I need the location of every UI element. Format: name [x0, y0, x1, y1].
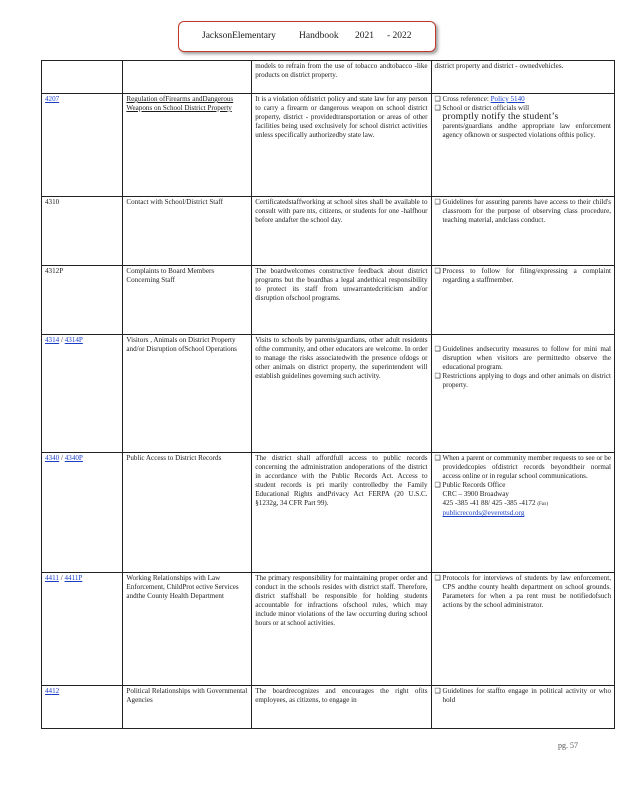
checkbox-bullet-icon: ❑ — [434, 454, 441, 462]
policy-description: The boardwelcomes constructive feedback about district programs but the boardhas a legal andethical responsibility to protect its staff from unwarrantedcriticism and/or disruption ofschool programs. — [252, 266, 431, 335]
policy-number-cell — [42, 61, 123, 94]
office-phone: 425 -385 -41 88/ 425 -385 -4172 — [442, 498, 536, 507]
policy-title: Public Access to District Records — [123, 453, 252, 573]
office-name: Public Records Office — [442, 480, 506, 489]
policy-description: It is a violation ofdistrict policy and state law for any person to carry a firearm or dangerous weapon on school district property, district - providedtransportation or areas of other facilities being used exclusively for school district activities unless specifically authorizedby state law. — [252, 94, 431, 197]
procedure-cell — [431, 266, 614, 335]
policy-link-4411p[interactable]: 4411P — [64, 574, 83, 582]
policy-title: Complaints to Board Members Concerning Staff — [123, 266, 252, 335]
office-address: CRC – 3900 Broadway — [442, 489, 509, 498]
table-row — [42, 573, 615, 686]
table-row — [42, 61, 615, 94]
table-row — [42, 94, 615, 197]
handbook-header — [178, 21, 436, 52]
policy-link-4314[interactable]: 4314 — [45, 336, 60, 344]
policy-number-cell — [42, 686, 123, 729]
header-year-start: 2021 — [355, 31, 374, 41]
table-row — [42, 335, 615, 453]
policy-link-4207[interactable]: 4207 — [45, 95, 60, 103]
policy-title: Visitors , Animals on District Property and/or Disruption ofSchool Operations — [123, 335, 252, 453]
policy-number-cell: 4340 / 4340P — [42, 453, 123, 573]
policy-link-5140[interactable]: Policy 5140 — [490, 95, 525, 103]
policy-title: Contact with School/District Staff — [123, 197, 252, 266]
policy-link-4412[interactable]: 4412 — [45, 687, 60, 695]
procedure-bullet: ❑ Public Records Office CRC – 3900 Broadway 425 -385 -41 88/ 425 -385 -4172 (Fax) publicrecords@everettsd.org — [434, 480, 549, 518]
checkbox-bullet-icon: ❑ — [434, 371, 441, 380]
procedure-bullet: ❑ Cross reference: Policy 5140 — [434, 95, 525, 103]
checkbox-bullet-icon: ❑ — [434, 345, 441, 353]
policy-link-4340p[interactable]: 4340P — [64, 454, 83, 462]
procedure-cell — [431, 686, 614, 729]
procedure-cell — [431, 335, 614, 453]
policy-link-4314p[interactable]: 4314P — [64, 336, 83, 344]
checkbox-bullet-icon: ❑ — [434, 574, 441, 582]
policy-number-cell — [42, 94, 123, 197]
procedure-cell — [431, 61, 614, 94]
procedure-cell — [431, 94, 614, 197]
table-row — [42, 453, 615, 573]
procedure-bullet: ❑ Guidelines for assuring parents have access to their child's classroom for the purpose of observing class procedure, teaching material, andclass conduct. — [434, 198, 611, 224]
checkbox-bullet-icon: ❑ — [434, 480, 441, 489]
header-year-end: - 2022 — [387, 31, 412, 41]
table-row — [42, 197, 615, 266]
procedure-text: district property and district - ownedvehicles. — [434, 62, 564, 70]
policy-link-4340[interactable]: 4340 — [45, 454, 60, 462]
procedure-bullet: ❑ Guidelines andsecurity measures to follow for mini mal disruption when visitors are permittedto observe the educational program. — [434, 345, 611, 371]
policy-table — [41, 60, 615, 729]
policy-number-cell — [42, 266, 123, 335]
procedure-bullet: ❑ School or district officials will promptly notify the student’s parents/guardians andthe appropriate law enforcement agency ofknown or suspected violations ofthis policy. — [434, 103, 611, 139]
policy-description: The district shall affordfull access to public records concerning the administration andoperations of the district in accordance with the Public Records Act. Access to student records is pri marily controlledby the Family Educational Rights andPrivacy Act FERPA (20 U.S.C. §1232g, 34 CFR Part 99). — [252, 453, 431, 573]
checkbox-bullet-icon: ❑ — [434, 267, 441, 275]
header-school: JacksonElementary — [202, 31, 276, 41]
policy-number-cell: 4314 / 4314P — [42, 335, 123, 453]
policy-description: Certificatedstaffworking at school sites shall be available to consult with pare nts, citizens, or students for one -halfhour before andafter the school day. — [252, 197, 431, 266]
policy-description: models to refrain from the use of tobacco andtobacco -like products on district property. — [252, 61, 431, 94]
policy-title: Regulation ofFirearms andDangerous Weapons on School District Property — [123, 94, 252, 197]
header-doc: Handbook — [299, 31, 339, 41]
procedure-cell — [431, 197, 614, 266]
policy-link-4411[interactable]: 4411 — [45, 574, 59, 582]
table-row — [42, 686, 615, 729]
procedure-bullet: ❑ Process to follow for filing/expressing a complaint regarding a staffmember. — [434, 267, 611, 284]
checkbox-bullet-icon: ❑ — [434, 95, 441, 103]
policy-title-cell — [123, 61, 252, 94]
procedure-cell — [431, 453, 614, 573]
procedure-bullet: ❑ When a parent or community member requests to see or be providedcopies ofdistrict records beyondtheir normal access online or in regular school communications. — [434, 454, 611, 480]
policy-description: The primary responsibility for maintaining proper order and conduct in the schools resides with district staff. Therefore, district staffshall be responsible for holding students accountable for infractions ofschool rules, which may include minor violations of the law occurring during school hours or at school activities. — [252, 573, 431, 686]
procedure-bullet: ❑ Guidelines for staffto engage in political activity or who hold — [434, 687, 611, 704]
procedure-bullet: ❑ Restrictions applying to dogs and other animals on district property. — [434, 371, 611, 389]
checkbox-bullet-icon: ❑ — [434, 198, 441, 206]
checkbox-bullet-icon: ❑ — [434, 687, 441, 695]
policy-description: The boardrecognizes and encourages the right ofits employees, as citizens, to engage in — [252, 686, 431, 729]
policy-description: Visits to schools by parents/guardians, other adult residents ofthe community, and other educators are welcome. In order to manage the risks associatedwith the presence ofdogs or other animals on district property, the superintendent will establish guidelines governing such activity. — [252, 335, 431, 453]
public-records-email-link[interactable]: publicrecords@everettsd.org — [442, 509, 525, 518]
procedure-bullet: ❑ Protocols for interviews of students by law enforcement, CPS andthe county health department on school grounds. Parameters for when a pa rent must be notifiedofsuch actions by the school administrator. — [434, 574, 611, 609]
table-row — [42, 266, 615, 335]
policy-title: Working Relationships with Law Enforcement, ChildProt ective Services andthe County Health Department — [123, 573, 252, 686]
page-number: pg. 57 — [558, 741, 578, 750]
policy-number-cell: 4411 / 4411P — [42, 573, 123, 686]
checkbox-bullet-icon: ❑ — [434, 103, 441, 112]
policy-title: Political Relationships with Governmental Agencies — [123, 686, 252, 729]
procedure-cell — [431, 573, 614, 686]
policy-number-cell — [42, 197, 123, 266]
policy-number: 4312P — [45, 267, 64, 275]
policy-number: 4310 — [45, 198, 60, 206]
